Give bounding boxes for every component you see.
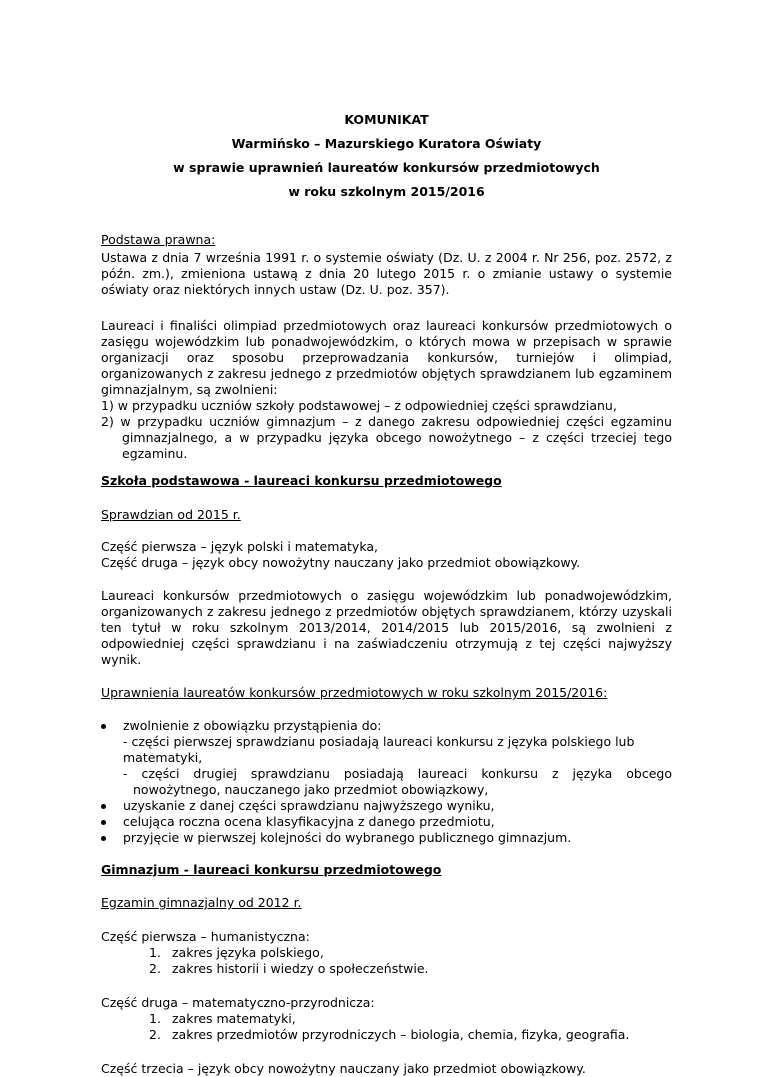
bullet-icon — [101, 820, 106, 825]
list-item — [101, 830, 672, 846]
list-item-text: zakres przedmiotów przyrodniczych – biologia, chemia, fizyka, geografia. — [172, 1027, 630, 1042]
gimnazjum-part-2-heading: Część druga – matematyczno-przyrodnicza: — [101, 995, 375, 1010]
document-page — [101, 0, 672, 1077]
gimnazjum-part-1-list — [101, 945, 672, 977]
intro-text: Laureaci i finaliści olimpiad przedmiotowych oraz laureaci konkursów przedmiotowych o zasięgu wojewódzkim lub ponadwojewódzkim, o których mowa w przepisach w sprawie organizacji oraz sposobu przeprowadzania konkursów, turniejów i olimpiad, organizowanych z zakresu jednego z przedmiotów objętych sprawdzianem lub egzaminem gimnazjalnym, są zwolnieni: — [101, 318, 672, 397]
list-item — [149, 945, 672, 961]
title-issuer: Warmińsko – Mazurskiego Kuratora Oświaty — [231, 136, 542, 151]
list-item-number: 1. — [149, 945, 161, 960]
intro-item-1: 1) w przypadku uczniów szkoły podstawowej – z odpowiedniej części sprawdzianu, — [101, 398, 617, 413]
list-item-text: zakres historii i wiedzy o społeczeństwie. — [172, 961, 429, 976]
title-school-year: w roku szkolnym 2015/2016 — [288, 184, 485, 199]
list-item-text: celująca roczna ocena klasyfikacyjna z danego przedmiotu, — [123, 814, 495, 829]
primary-exam-heading: Sprawdzian od 2015 r. — [101, 507, 241, 522]
primary-part-2: Część druga – język obcy nowożytny nauczany jako przedmiot obowiązkowy. — [101, 555, 581, 570]
legal-basis-heading: Podstawa prawna: — [101, 232, 216, 247]
list-item-text: zwolnienie z obowiązku przystąpienia do: — [123, 718, 382, 733]
list-item — [149, 961, 672, 977]
list-item — [149, 1011, 672, 1027]
list-item — [101, 718, 672, 798]
list-item-text: zakres matematyki, — [172, 1011, 296, 1026]
bullet-icon — [101, 836, 106, 841]
list-item — [149, 1027, 672, 1043]
gimnazjum-part-3: Część trzecia – język obcy nowożytny nauczany jako przedmiot obowiązkowy. — [101, 1061, 586, 1076]
gimnazjum-part-2-list — [101, 1011, 672, 1043]
sub-item-2: - części drugiej sprawdzianu posiadają laureaci konkursu z języka obcego nowożytnego, nauczanego jako przedmiot obowiązkowy, — [123, 766, 672, 797]
gimnazjum-part-1-heading: Część pierwsza – humanistyczna: — [101, 929, 310, 944]
sub-item-1: - części pierwszej sprawdzianu posiadają laureaci konkursu z języka polskiego lub matematyki, — [123, 734, 635, 765]
document-title — [101, 112, 672, 200]
title-komunikat: KOMUNIKAT — [344, 112, 429, 127]
title-subject: w sprawie uprawnień laureatów konkursów przedmiotowych — [173, 160, 600, 175]
list-item-number: 1. — [149, 1011, 161, 1026]
primary-rights-heading: Uprawnienia laureatów konkursów przedmiotowych w roku szkolnym 2015/2016: — [101, 685, 608, 700]
primary-rights-list — [101, 718, 672, 846]
legal-basis-text: Ustawa z dnia 7 września 1991 r. o systemie oświaty (Dz. U. z 2004 r. Nr 256, poz. 2572, z późn. zm.), zmieniona ustawą z dnia 20 lutego 2015 r. o zmianie ustawy o systemie oświaty oraz niektórych innych ustaw (Dz. U. poz. 357). — [101, 250, 672, 297]
list-item-text: zakres języka polskiego, — [172, 945, 324, 960]
list-item — [101, 798, 672, 814]
primary-laureates-text: Laureaci konkursów przedmiotowych o zasięgu wojewódzkim lub ponadwojewódzkim, organizowanych z zakresu jednego z przedmiotów objętych sprawdzianem, którzy uzyskali ten tytuł w roku szkolnym 2013/2014, 2014/2015 lub 2015/2016, są zwolnieni z odpowiedniej części sprawdzianu i na zaświadczeniu otrzymują z tej części najwyższy wynik. — [101, 588, 672, 667]
list-item-number: 2. — [149, 961, 161, 976]
list-item-number: 2. — [149, 1027, 161, 1042]
gimnazjum-heading: Gimnazjum - laureaci konkursu przedmiotowego — [101, 862, 442, 877]
primary-part-1: Część pierwsza – język polski i matematyka, — [101, 539, 378, 554]
bullet-icon — [101, 804, 106, 809]
intro-item-2: 2) w przypadku uczniów gimnazjum – z danego zakresu odpowiedniej części egzaminu gimnazjalnego, a w przypadku języka obcego nowożytnego – z części trzeciej tego egzaminu. — [101, 414, 672, 461]
list-item-text: przyjęcie w pierwszej kolejności do wybranego publicznego gimnazjum. — [123, 830, 572, 845]
bullet-icon — [101, 724, 106, 729]
list-item-text: uzyskanie z danej części sprawdzianu najwyższego wyniku, — [123, 798, 495, 813]
list-item — [101, 814, 672, 830]
gimnazjum-exam-heading: Egzamin gimnazjalny od 2012 r. — [101, 895, 302, 910]
primary-school-heading: Szkoła podstawowa - laureaci konkursu przedmiotowego — [101, 473, 502, 488]
